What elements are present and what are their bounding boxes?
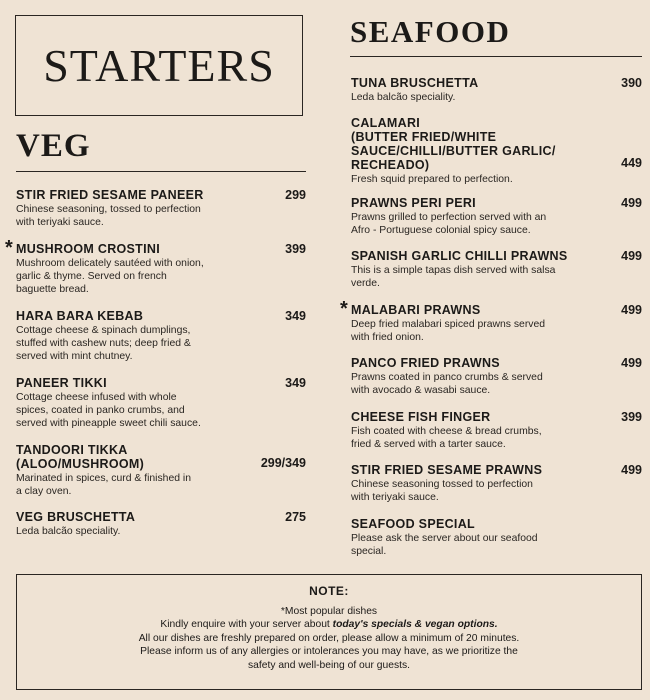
menu-item-name: STIR FRIED SESAME PANEER <box>16 188 204 202</box>
veg-divider <box>16 171 306 172</box>
menu-item-name: HARA BARA KEBAB <box>16 309 144 323</box>
menu-item-description: Chinese seasoning tossed to perfection with teriyaki sauce. <box>351 479 533 503</box>
menu-item-price: 499 <box>621 356 642 370</box>
menu-item-price: 299 <box>285 188 306 202</box>
menu-item-name: SPANISH GARLIC CHILLI PRAWNS <box>351 249 568 263</box>
menu-item-description: Cottage cheese infused with whole spices, coated in panko crumbs, and served with pineapple sweet chili sauce. <box>16 392 201 429</box>
menu-item-name: CALAMARI (BUTTER FRIED/WHITE SAUCE/CHILLI/BUTTER GARLIC/ RECHEADO) <box>351 116 556 172</box>
veg-section-title: VEG <box>16 128 91 164</box>
menu-item-description: Leda balcão speciality. <box>351 92 456 103</box>
menu-item-name: PANCO FRIED PRAWNS <box>351 356 500 370</box>
menu-item-veg-bruschetta <box>16 510 276 538</box>
note-title: NOTE: <box>309 584 349 598</box>
menu-item-stir-fried-sesame-prawns <box>351 463 606 504</box>
menu-item-description: Cottage cheese & spinach dumplings, stuffed with cashew nuts; deep fried & served with mint chutney. <box>16 325 191 362</box>
note-popular-line: *Most popular dishes <box>280 605 378 617</box>
menu-item-name: PANEER TIKKI <box>16 376 107 390</box>
menu-item-price: 499 <box>621 249 642 263</box>
menu-item-description: Prawns grilled to perfection served with an Afro - Portuguese colonial spicy sauce. <box>351 212 547 236</box>
menu-item-name: SEAFOOD SPECIAL <box>351 517 475 531</box>
menu-item-prawns-peri-peri <box>351 196 606 237</box>
menu-item-name: CHEESE FISH FINGER <box>351 410 491 424</box>
note-box <box>16 574 642 690</box>
menu-item-malabari-prawns <box>351 303 606 344</box>
note-specials-emphasis: today's specials & vegan options. <box>332 619 498 630</box>
seafood-divider <box>350 56 642 57</box>
menu-item-name: TUNA BRUSCHETTA <box>351 76 479 90</box>
menu-item-description: Mushroom delicately sautéed with onion, garlic & thyme. Served on french baguette bread. <box>16 258 204 295</box>
menu-item-seafood-special <box>351 517 606 558</box>
menu-item-paneer-tikki <box>16 376 276 430</box>
seafood-section-title: SEAFOOD <box>350 14 511 49</box>
menu-item-hara-bara-kebab <box>16 309 276 363</box>
menu-item-price: 349 <box>285 376 306 390</box>
menu-item-name: STIR FRIED SESAME PRAWNS <box>351 463 543 477</box>
menu-item-price: 449 <box>621 156 642 170</box>
menu-item-cheese-fish-finger <box>351 410 606 451</box>
note-specials-text: Kindly enquire with your server about <box>160 619 333 630</box>
note-prep-line: All our dishes are freshly prepared on order, please allow a minimum of 20 minutes. <box>138 632 520 644</box>
popular-star-mark: * <box>5 237 13 259</box>
menu-item-tandoori-tikka <box>16 443 246 498</box>
menu-item-description: This is a simple tapas dish served with salsa verde. <box>351 265 556 289</box>
menu-item-price: 349 <box>285 309 306 323</box>
menu-item-price: 499 <box>621 196 642 210</box>
menu-item-description: Fish coated with cheese & bread crumbs, fried & served with a tarter sauce. <box>351 426 542 450</box>
menu-item-calamari <box>351 116 596 186</box>
menu-item-spanish-garlic-chilli-prawns <box>351 249 606 290</box>
menu-item-name: MUSHROOM CROSTINI <box>16 242 160 256</box>
menu-item-description: Prawns coated in panco crumbs & served with avocado & wasabi sauce. <box>351 372 543 396</box>
menu-item-name: TANDOORI TIKKA (ALOO/MUSHROOM) <box>16 443 145 471</box>
starters-title-box <box>15 15 303 116</box>
note-allergy-line: Please inform us of any allergies or intolerances you may have, as we prioritize the <box>140 646 518 657</box>
note-specials-line <box>17 618 641 632</box>
menu-item-description: Leda balcão speciality. <box>16 526 121 537</box>
menu-item-name: PRAWNS PERI PERI <box>351 196 476 210</box>
menu-item-price: 399 <box>621 410 642 424</box>
menu-item-price: 499 <box>621 303 642 317</box>
menu-item-description: Chinese seasoning, tossed to perfection with teriyaki sauce. <box>16 204 201 228</box>
starters-title: STARTERS <box>43 40 275 91</box>
menu-item-price: 299/349 <box>260 456 306 470</box>
note-safety-line: safety and well-being of our guests. <box>248 659 410 671</box>
menu-item-mushroom-crostini <box>16 242 276 296</box>
menu-item-tuna-bruschetta <box>351 76 606 104</box>
popular-star-mark: * <box>340 298 348 320</box>
menu-item-name: MALABARI PRAWNS <box>351 303 481 317</box>
menu-item-description: Marinated in spices, curd & finished in a clay oven. <box>16 473 191 497</box>
menu-item-price: 275 <box>285 510 306 524</box>
menu-item-description: Please ask the server about our seafood special. <box>351 533 538 557</box>
menu-item-price: 499 <box>621 463 642 477</box>
menu-item-price: 390 <box>621 76 642 90</box>
menu-item-stir-fried-sesame-paneer <box>16 188 276 229</box>
menu-item-name: VEG BRUSCHETTA <box>16 510 136 524</box>
menu-item-price: 399 <box>285 242 306 256</box>
menu-item-description: Fresh squid prepared to perfection. <box>351 174 513 185</box>
menu-item-panco-fried-prawns <box>351 356 606 397</box>
menu-item-description: Deep fried malabari spiced prawns served with fried onion. <box>351 319 546 343</box>
